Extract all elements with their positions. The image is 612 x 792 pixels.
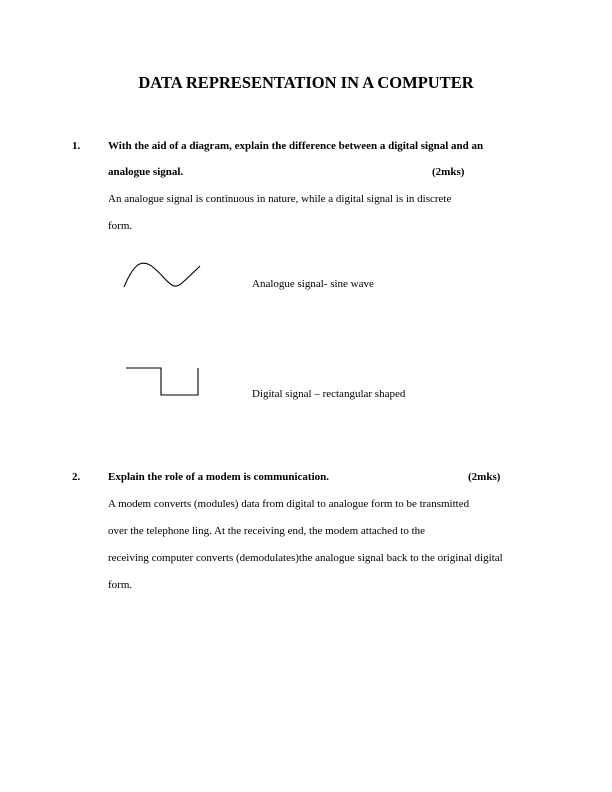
square-wave-icon — [122, 364, 204, 400]
answer-text: receiving computer converts (demodulates)the analogue signal back to the original digital — [108, 552, 503, 564]
question-number: 2. — [72, 471, 81, 483]
marks: (2mks) — [468, 471, 501, 483]
answer-text: An analogue signal is continuous in nature, while a digital signal is in discrete — [108, 193, 452, 205]
answer-text: over the telephone ling. At the receiving end, the modem attached to the — [108, 525, 426, 537]
diagram-label: Digital signal – rectangular shaped — [252, 388, 406, 400]
question-text: With the aid of a diagram, explain the difference between a digital signal and an — [108, 140, 484, 152]
sine-wave-icon — [120, 258, 204, 292]
question-number: 1. — [72, 140, 81, 152]
answer-text: form. — [108, 220, 133, 232]
answer-text: form. — [108, 579, 133, 591]
question-text: analogue signal. — [108, 166, 184, 178]
question-text: Explain the role of a modem is communication. — [108, 471, 330, 483]
page-title: DATA REPRESENTATION IN A COMPUTER — [138, 73, 474, 92]
diagram-label: Analogue signal- sine wave — [252, 278, 374, 290]
marks: (2mks) — [432, 166, 465, 178]
answer-text: A modem converts (modules) data from digital to analogue form to be transmitted — [108, 498, 470, 510]
